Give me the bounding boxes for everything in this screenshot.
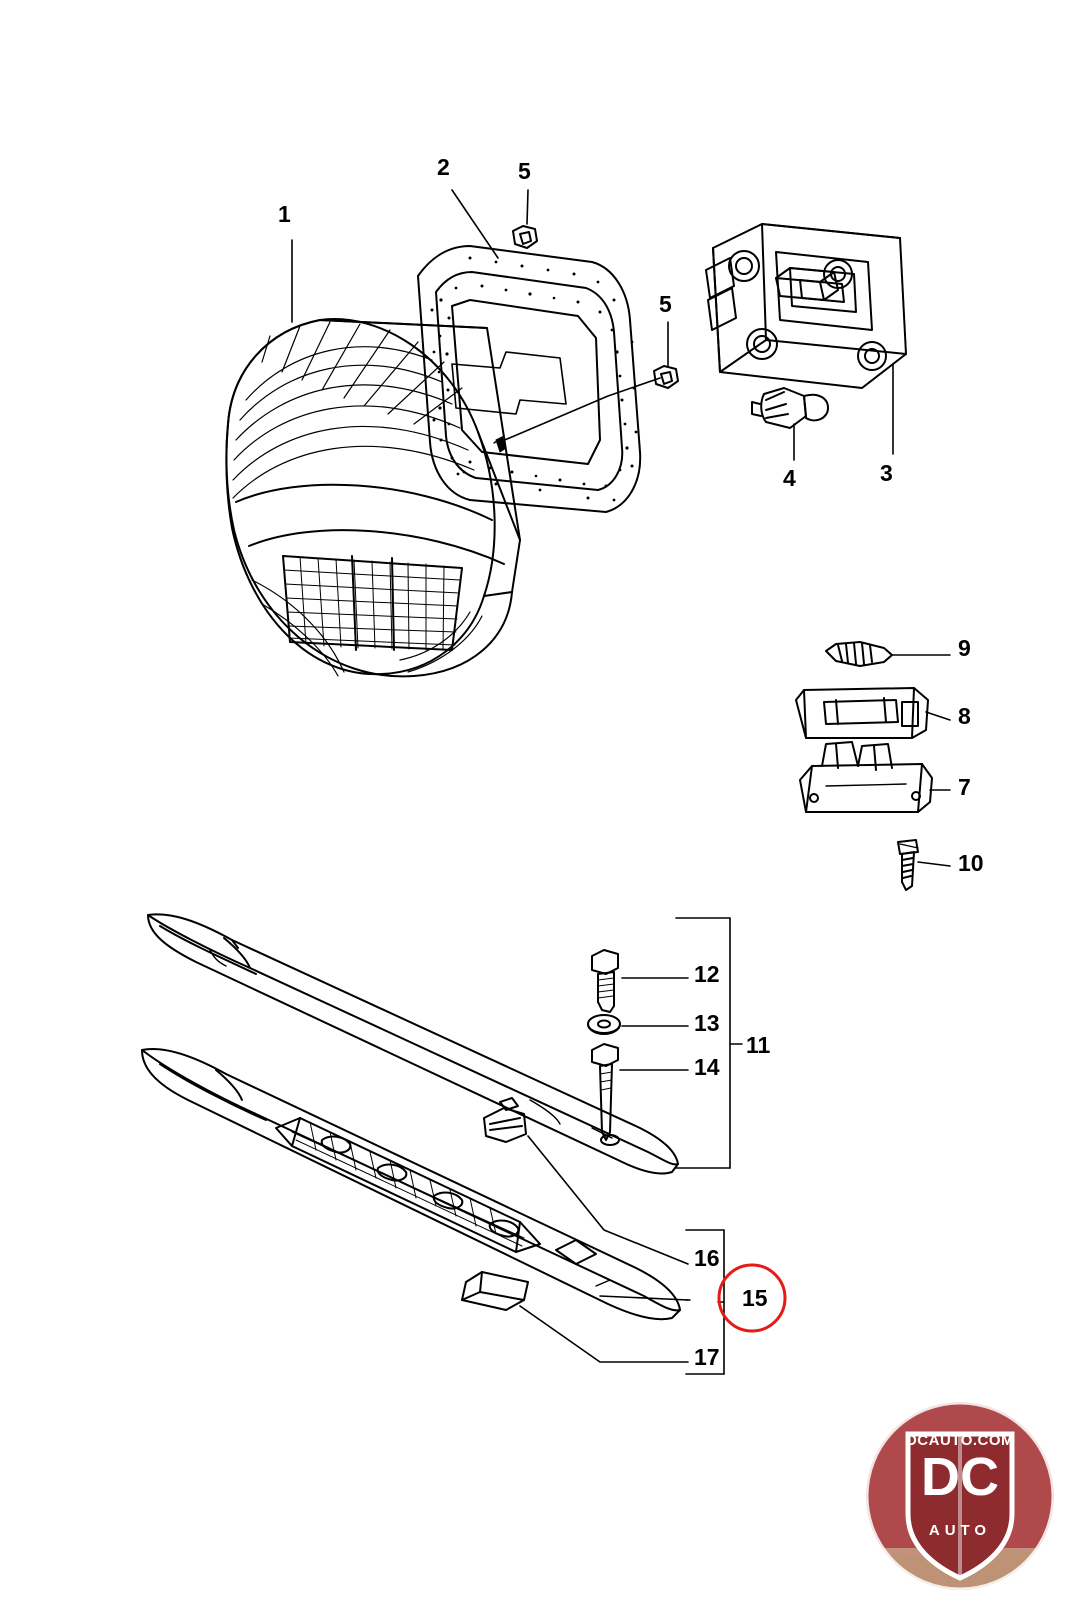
part-2-gasket [418, 246, 640, 512]
part-4-bulb [752, 388, 828, 428]
part-12-bolt [592, 950, 618, 1012]
part-9-festoon-bulb [826, 642, 892, 666]
part-14-bolt-small [592, 1044, 618, 1140]
callout-label-7: 7 [958, 774, 971, 800]
callout-label-16: 16 [694, 1245, 720, 1271]
watermark-top-text: DCAUTO.COM [905, 1432, 1015, 1449]
callout-label-13: 13 [694, 1010, 720, 1036]
watermark-sub-text: AUTO [928, 1522, 992, 1539]
part-8-license-plate-lens [796, 688, 928, 738]
callout-label-17: 17 [694, 1344, 720, 1370]
part-3-bulb-carrier [706, 224, 906, 388]
callout-label-10: 10 [958, 850, 984, 876]
part-1-tail-light-lens [226, 319, 520, 676]
callout-label-12: 12 [694, 961, 720, 987]
callout-label-9: 9 [958, 635, 971, 661]
part-15-lower-trim-assembly [142, 1049, 680, 1319]
callout-label-3: 3 [880, 460, 893, 486]
callout-label-11: 11 [746, 1032, 771, 1058]
callout-label-2: 2 [437, 154, 450, 180]
callout-label-5-upper: 5 [518, 158, 531, 184]
callout-label-8: 8 [958, 703, 971, 729]
dc-auto-watermark [862, 1398, 1058, 1594]
callout-label-15: 15 [742, 1285, 768, 1311]
watermark-main-text: DC [921, 1447, 999, 1507]
callout-label-5-lower: 5 [659, 291, 672, 317]
part-5-nuts [494, 226, 678, 452]
part-10-screw [898, 840, 918, 890]
callout-label-1: 1 [278, 201, 291, 227]
part-16-bulb [484, 1098, 526, 1142]
part-13-washer [588, 1015, 620, 1034]
part-17-clip-pad [462, 1272, 528, 1310]
callout-label-4: 4 [783, 465, 796, 491]
callout-label-14: 14 [694, 1054, 720, 1080]
part-7-license-plate-housing [800, 742, 932, 812]
